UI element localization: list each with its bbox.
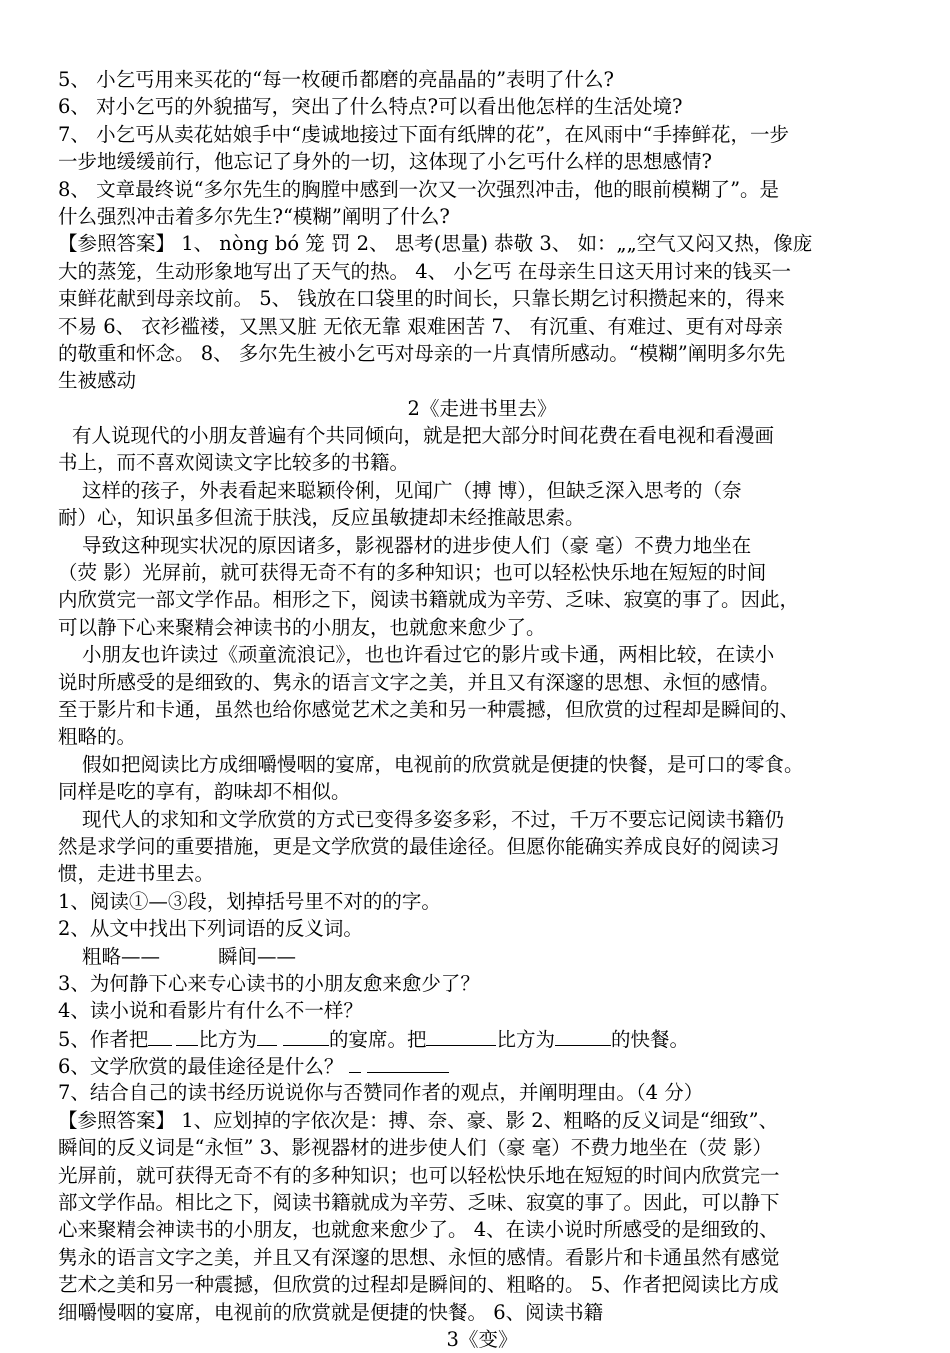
document-page xyxy=(58,66,906,1353)
paragraph-line: 可以静下心来聚精会神读书的小朋友，也就愈来愈少了。 xyxy=(58,615,546,639)
question-1: 1、阅读①—③段，划掉括号里不对的的字。 xyxy=(58,889,441,913)
blank[interactable] xyxy=(283,1025,329,1046)
section3-title: 3《变》 xyxy=(446,1327,518,1351)
blank[interactable] xyxy=(555,1025,611,1046)
paragraph-line: 书上，而不喜欢阅读文字比较多的书籍。 xyxy=(58,451,410,475)
answer-line: 不易 6、 衣衫褴褛，又黑又脏 无依无靠 艰难困苦 7、 有沉重、有难过、更有对母亲 xyxy=(58,314,784,338)
question-8-line1: 8、 文章最终说“多尔先生的胸膛中感到一次又一次强烈冲击，他的眼前模糊了”。是 xyxy=(58,177,780,201)
answer-line: 生被感动 xyxy=(58,369,137,393)
question-2: 2、从文中找出下列词语的反义词。 xyxy=(58,917,363,941)
q5-text-b: 比方为 xyxy=(198,1027,257,1051)
paragraph-line: 假如把阅读比方成细嚼慢咽的宴席，电视前的欣赏就是便捷的快餐，是可口的零食。 xyxy=(82,752,804,776)
answer-line: 【参照答案】 1、 nòng bó 笼 罚 2、 思考(思量) 恭敬 3、 如：„„空气又闷又热，像庞 xyxy=(58,232,813,256)
section2-questions xyxy=(58,888,906,1107)
paragraph-line: 有人说现代的小朋友普遍有个共同倾向，就是把大部分时间花费在看电视和看漫画 xyxy=(72,424,775,448)
paragraph-line: 惯，走进书里去。 xyxy=(58,862,215,886)
answer-line: 细嚼慢咽的宴席，电视前的欣赏就是便捷的快餐。 6、阅读书籍 xyxy=(58,1300,604,1324)
question-5 xyxy=(58,1025,906,1052)
question-7-line2: 一步地缓缓前行，他忘记了身外的一切，这体现了小乞丐什么样的思想感情? xyxy=(58,150,712,174)
answer-line: 艺术之美和另一种震撼，但欣赏的过程却是瞬间的、粗略的。 5、作者把阅读比方成 xyxy=(58,1273,779,1297)
section2-passage xyxy=(58,422,906,888)
paragraph-line: 同样是吃的享有，韵味却不相似。 xyxy=(58,780,351,804)
question-8-line2: 什么强烈冲击着多尔先生?“模糊”阐明了什么? xyxy=(58,204,450,228)
section1-questions xyxy=(58,66,906,230)
q5-text-a: 5、作者把 xyxy=(58,1027,149,1051)
answer-line: 的敬重和怀念。 8、 多尔先生被小乞丐对母亲的一片真情所感动。“模糊”阐明多尔先 xyxy=(58,341,786,365)
paragraph-line: 至于影片和卡通，虽然也给你感觉艺术之美和另一种震撼，但欣赏的过程却是瞬间的、 xyxy=(58,697,800,721)
question-3: 3、为何静下心来专心读书的小朋友愈来愈少了？ xyxy=(58,971,480,995)
paragraph-line: 导致这种现实状况的原因诸多，影视器材的进步使人们（豪 毫）不费力地坐在 xyxy=(82,533,752,557)
antonym-prompt-1: 粗略—— xyxy=(82,944,161,968)
question-4: 4、读小说和看影片有什么不一样？ xyxy=(58,999,363,1023)
answer-line: 隽永的语言文字之美，并且又有深邃的思想、永恒的感情。看影片和卡通虽然有感觉 xyxy=(58,1245,780,1269)
q5-text-e: 的快餐。 xyxy=(610,1027,689,1051)
blank[interactable] xyxy=(367,1052,449,1073)
q5-text-c: 的宴席。把 xyxy=(328,1027,427,1051)
q6-text: 6、文学欣赏的最佳途径是什么？ xyxy=(58,1055,344,1079)
answer-line: 光屏前，就可获得无奇不有的多种知识；也可以轻松快乐地在短短的时间内欣赏完一 xyxy=(58,1163,780,1187)
section1-answer xyxy=(58,230,906,394)
paragraph-line: 粗略的。 xyxy=(58,725,137,749)
paragraph-line: 小朋友也许读过《顽童流浪记》，也也许看过它的影片或卡通，两相比较，在读小 xyxy=(82,643,775,667)
blank[interactable] xyxy=(426,1025,496,1046)
antonym-prompt-2: 瞬间—— xyxy=(218,944,297,968)
blank[interactable] xyxy=(148,1025,172,1046)
q5-text-d: 比方为 xyxy=(496,1027,555,1051)
question-2-words xyxy=(58,943,906,970)
answer-line: 【参照答案】 1、应划掉的字依次是：搏、奈、豪、影 2、粗略的反义词是“细致”、 xyxy=(58,1108,779,1132)
paragraph-line: 耐）心，知识虽多但流于肤浅，反应虽敏捷却未经推敲思索。 xyxy=(58,506,585,530)
question-6 xyxy=(58,1052,906,1079)
paragraph-line: （荧 影）光屏前，就可获得无奇不有的多种知识；也可以轻松快乐地在短短的时间 xyxy=(58,561,767,585)
question-7: 7、结合自己的读书经历说说你与否赞同作者的观点，并阐明理由。（4 分） xyxy=(58,1081,704,1105)
paragraph-line: 然是求学问的重要措施，更是文学欣赏的最佳途径。但愿你能确实养成良好的阅读习 xyxy=(58,834,780,858)
blank[interactable] xyxy=(349,1052,361,1073)
blank[interactable] xyxy=(257,1025,277,1046)
paragraph-line: 这样的孩子，外表看起来聪颖伶俐，见闻广（搏 博），但缺乏深入思考的（奈 xyxy=(82,478,742,502)
answer-line: 心来聚精会神读书的小朋友，也就愈来愈少了。 4、在读小说时所感受的是细致的、 xyxy=(58,1218,779,1242)
question-5: 5、 小乞丐用来买花的“每一枚硬币都磨的亮晶晶的”表明了什么? xyxy=(58,68,614,91)
answer-line: 瞬间的反义词是“永恒” 3、影视器材的进步使人们（豪 毫）不费力地坐在（荧 影） xyxy=(58,1136,772,1160)
section2-answer xyxy=(58,1107,906,1326)
paragraph-line: 现代人的求知和文学欣赏的方式已变得多姿多彩，不过，千万不要忘记阅读书籍仍 xyxy=(82,807,785,831)
answer-line: 束鲜花献到母亲坟前。 5、 钱放在口袋里的时间长，只靠长期乞讨积攒起来的，得来 xyxy=(58,287,785,311)
question-7-line1: 7、 小乞丐从卖花姑娘手中“虔诚地接过下面有纸牌的花”，在风雨中“手捧鲜花，一步 xyxy=(58,122,790,146)
blank[interactable] xyxy=(176,1025,198,1046)
paragraph-line: 内欣赏完一部文学作品。相形之下，阅读书籍就成为辛劳、乏味、寂寞的事了。因此， xyxy=(58,588,800,612)
answer-line: 部文学作品。相比之下，阅读书籍就成为辛劳、乏味、寂寞的事了。因此，可以静下 xyxy=(58,1191,780,1215)
paragraph-line: 说时所感受的是细致的、隽永的语言文字之美，并且又有深邃的思想、永恒的感情。 xyxy=(58,670,780,694)
answer-line: 大的蒸笼，生动形象地写出了天气的热。 4、 小乞丐 在母亲生日这天用讨来的钱买一 xyxy=(58,259,792,283)
question-6: 6、 对小乞丐的外貌描写，突出了什么特点?可以看出他怎样的生活处境? xyxy=(58,95,683,119)
section2-title: 2《走进书里去》 xyxy=(407,396,557,420)
